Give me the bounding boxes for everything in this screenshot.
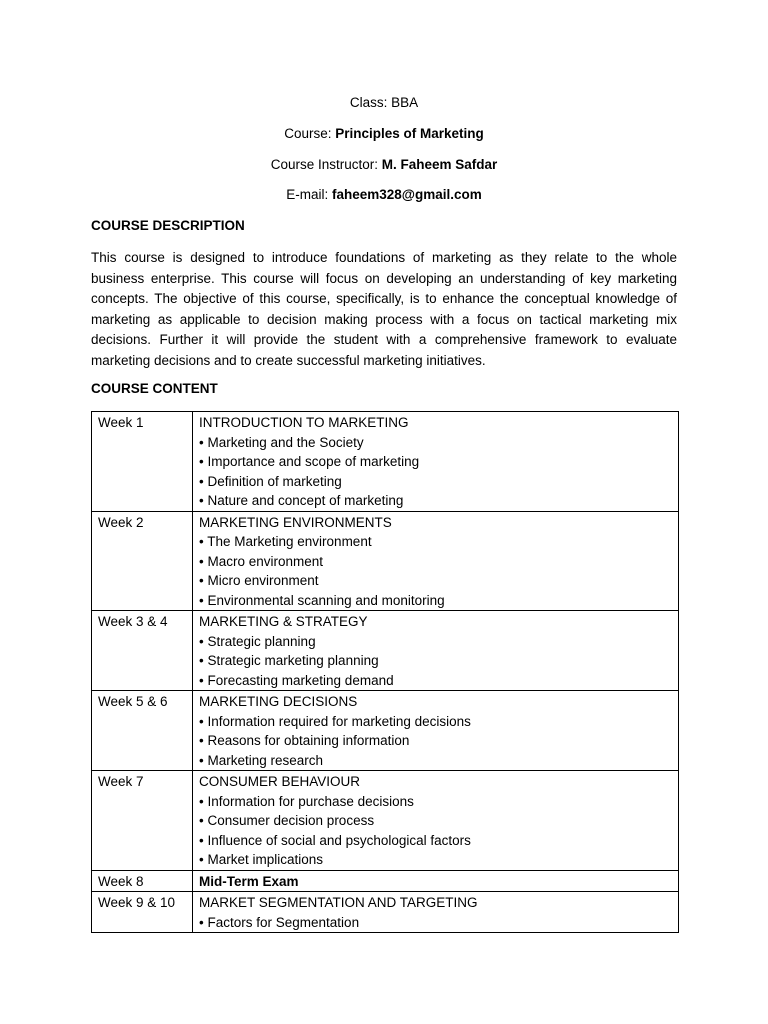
bullet-icon: •	[199, 534, 204, 549]
course-line	[0, 125, 768, 143]
bullet-icon: •	[199, 832, 204, 848]
bullet-icon: •	[199, 493, 204, 508]
topic-list-item	[199, 751, 672, 771]
topic-list-item-text: Market implications	[207, 852, 324, 867]
bullet-icon: •	[199, 592, 204, 608]
topic-title: Mid-Term Exam	[199, 873, 299, 889]
bullet-icon: •	[199, 914, 204, 930]
topic-cell	[193, 691, 679, 771]
topic-cell	[193, 892, 679, 933]
course-content-heading: COURSE CONTENT	[91, 381, 218, 396]
topic-title: CONSUMER BEHAVIOUR	[199, 774, 361, 789]
bullet-icon: •	[199, 473, 204, 489]
week-cell: Week 8	[92, 870, 193, 892]
topic-cell	[193, 611, 679, 691]
topic-list-item-text: Micro environment	[207, 573, 319, 588]
topic-list-item	[199, 571, 672, 591]
topic-list-item-text: Nature and concept of marketing	[207, 493, 404, 508]
email-label: E-mail:	[286, 187, 333, 202]
bullet-icon: •	[199, 713, 204, 729]
topic-list-item	[199, 913, 672, 933]
topic-title: MARKET SEGMENTATION AND TARGETING	[199, 895, 478, 910]
topic-list-item	[199, 792, 672, 812]
table-row	[92, 691, 679, 771]
topic-list-item	[199, 532, 672, 552]
bullet-icon: •	[199, 454, 204, 469]
bullet-icon: •	[199, 813, 204, 828]
topic-list-item	[199, 850, 672, 870]
topic-list-item-text: Consumer decision process	[207, 813, 375, 828]
topic-cell	[193, 511, 679, 611]
topic-list-item	[199, 552, 672, 572]
topic-list-item-text: Marketing research	[207, 752, 324, 768]
topic-list-item-text: The Marketing environment	[207, 534, 372, 549]
week-cell: Week 2	[92, 511, 193, 611]
topic-list-item-text: Importance and scope of marketing	[207, 454, 420, 469]
topic-title: MARKETING ENVIRONMENTS	[199, 514, 392, 530]
topic-list-item	[199, 591, 672, 611]
topic-list-item	[199, 811, 672, 831]
topic-list-item-text: Forecasting marketing demand	[207, 672, 394, 688]
topic-cell	[193, 771, 679, 871]
topic-title: MARKETING DECISIONS	[199, 694, 358, 709]
bullet-icon: •	[199, 752, 204, 768]
bullet-icon: •	[199, 553, 204, 569]
topic-list-item	[199, 671, 672, 691]
topic-list-item	[199, 632, 672, 652]
topic-list-item-text: Information for purchase decisions	[207, 793, 414, 809]
class-line	[0, 94, 768, 112]
bullet-icon: •	[199, 733, 204, 748]
topic-list-item	[199, 712, 672, 732]
class-label: Class:	[349, 95, 392, 110]
course-description-heading: COURSE DESCRIPTION	[91, 218, 245, 233]
week-cell: Week 5 & 6	[92, 691, 193, 771]
topic-list-item-text: Macro environment	[207, 553, 324, 569]
topic-list-item-text: Environmental scanning and monitoring	[207, 592, 445, 608]
topic-list-item-text: Strategic planning	[207, 633, 316, 649]
topic-list-item-text: Definition of marketing	[207, 473, 342, 489]
instructor-value: M. Faheem Safdar	[381, 157, 498, 172]
table-row	[92, 412, 679, 512]
week-cell: Week 3 & 4	[92, 611, 193, 691]
bullet-icon: •	[199, 852, 204, 867]
instructor-line	[0, 156, 768, 174]
topic-list-item-text: Factors for Segmentation	[207, 914, 360, 930]
topic-cell	[193, 412, 679, 512]
week-cell: Week 7	[92, 771, 193, 871]
table-row	[92, 892, 679, 933]
topic-list-item	[199, 472, 672, 492]
topic-list-item-text: Marketing and the Society	[207, 434, 364, 450]
bullet-icon: •	[199, 434, 204, 450]
bullet-icon: •	[199, 672, 204, 688]
topic-list-item-text: Strategic marketing planning	[207, 653, 379, 668]
topic-list-item	[199, 491, 672, 511]
table-row	[92, 870, 679, 892]
week-cell: Week 1	[92, 412, 193, 512]
course-content-table	[91, 411, 679, 933]
topic-list-item-text: Information required for marketing decisions	[207, 713, 471, 729]
topic-list-item	[199, 651, 672, 671]
topic-title: INTRODUCTION TO MARKETING	[199, 415, 409, 430]
topic-list-item	[199, 731, 672, 751]
email-line	[0, 186, 768, 204]
course-description-text: This course is designed to introduce foundations of marketing as they relate to the whole business enterprise. This course will focus on developing an understanding of key marketing concepts. The objective of this course, specifically, is to enhance the conceptual knowledge of marketing as applicable to decision making process with a focus on tactical marketing mix decisions. Further it will provide the student with a comprehensive framework to evaluate marketing decisions and to create successful marketing initiatives.	[91, 250, 677, 368]
instructor-label: Course Instructor:	[270, 157, 382, 172]
topic-list-item	[199, 452, 672, 472]
topic-list-item	[199, 831, 672, 851]
topic-list-item-text: Influence of social and psychological factors	[207, 832, 471, 848]
topic-cell	[193, 870, 679, 892]
bullet-icon: •	[199, 653, 204, 668]
topic-list-item-text: Reasons for obtaining information	[207, 733, 410, 748]
bullet-icon: •	[199, 633, 204, 649]
course-value: Principles of Marketing	[335, 126, 484, 141]
email-value: faheem328@gmail.com	[332, 187, 482, 202]
table-row	[92, 611, 679, 691]
week-cell: Week 9 & 10	[92, 892, 193, 933]
table-row	[92, 771, 679, 871]
class-value: BBA	[391, 95, 419, 110]
bullet-icon: •	[199, 793, 204, 809]
table-row	[92, 511, 679, 611]
bullet-icon: •	[199, 573, 204, 588]
course-content-table-body	[92, 412, 679, 933]
topic-title: MARKETING & STRATEGY	[199, 614, 368, 629]
course-label: Course:	[284, 126, 336, 141]
topic-list-item	[199, 433, 672, 453]
